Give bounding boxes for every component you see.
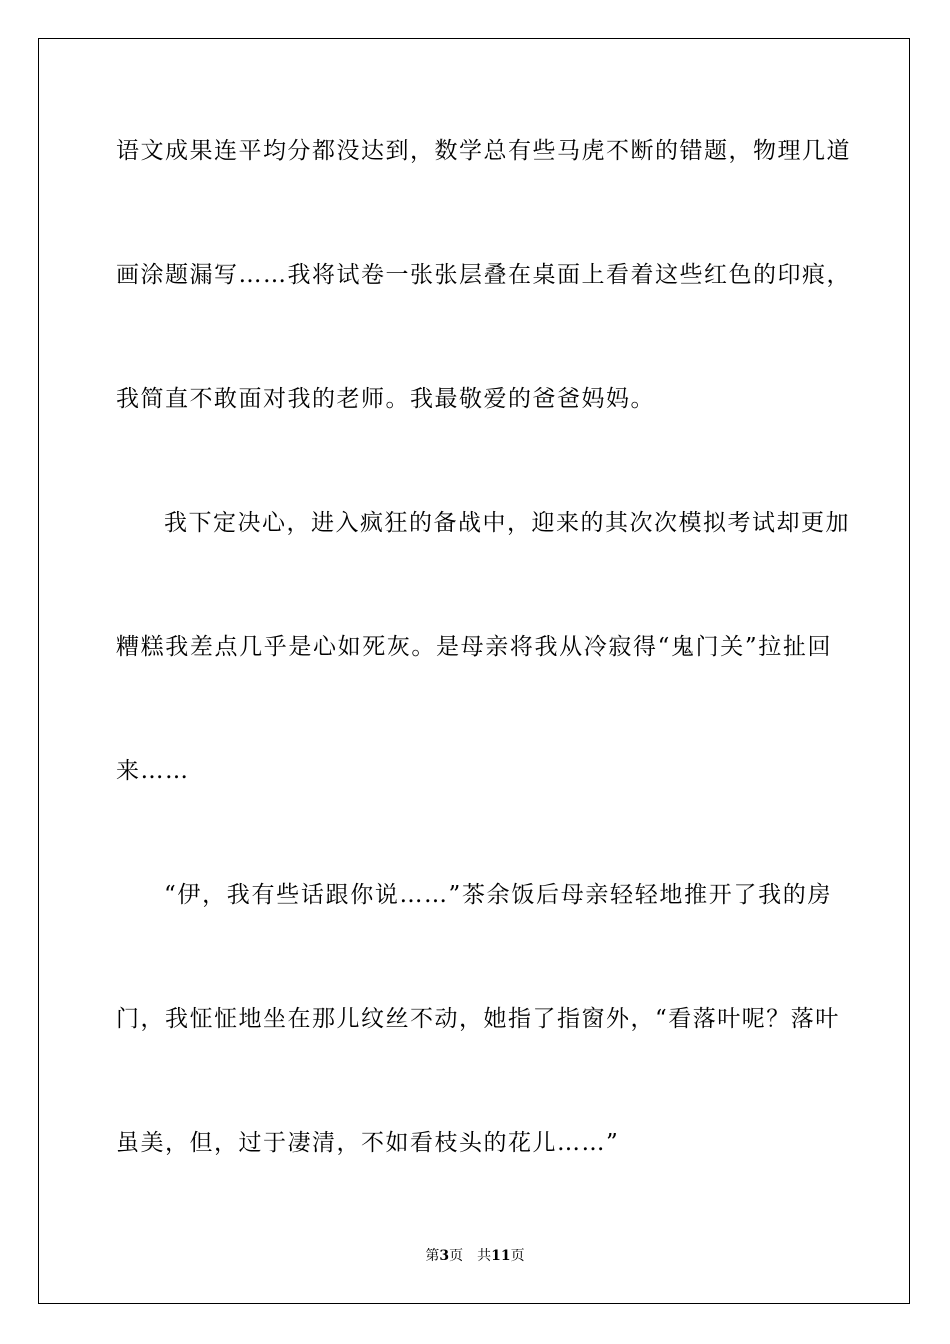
total-suffix: 页 <box>510 1248 525 1264</box>
text-line-1: 语文成果连平均分都没达到，数学总有些马虎不断的错题，物理几道 <box>116 138 851 164</box>
total-pages: 11 <box>491 1248 511 1264</box>
text-line-4: 我下定决心，进入疯狂的备战中，迎来的其次次模拟考试却更加 <box>164 510 850 536</box>
page-number: 3 <box>439 1248 450 1264</box>
text-line-7: “伊，我有些话跟你说……”茶余饭后母亲轻轻地推开了我的房 <box>164 882 832 908</box>
text-line-8: 门，我怔怔地坐在那儿纹丝不动，她指了指窗外，“看落叶呢？落叶 <box>116 1006 840 1032</box>
text-line-6: 来…… <box>116 758 190 784</box>
page-footer <box>0 1247 950 1265</box>
total-prefix: 共 <box>477 1248 492 1264</box>
text-line-9: 虽美，但，过于凄清，不如看枝头的花儿……” <box>116 1130 620 1156</box>
text-line-3: 我简直不敢面对我的老师。我最敬爱的爸爸妈妈。 <box>116 386 655 412</box>
text-line-5: 糟糕我差点几乎是心如死灰。是母亲将我从冷寂得“鬼门关”拉扯回 <box>116 634 832 660</box>
page-frame <box>38 38 910 1304</box>
page-suffix: 页 <box>449 1248 464 1264</box>
page-prefix: 第 <box>425 1248 440 1264</box>
text-line-2: 画涂题漏写……我将试卷一张张层叠在桌面上看着这些红色的印痕， <box>116 262 851 288</box>
